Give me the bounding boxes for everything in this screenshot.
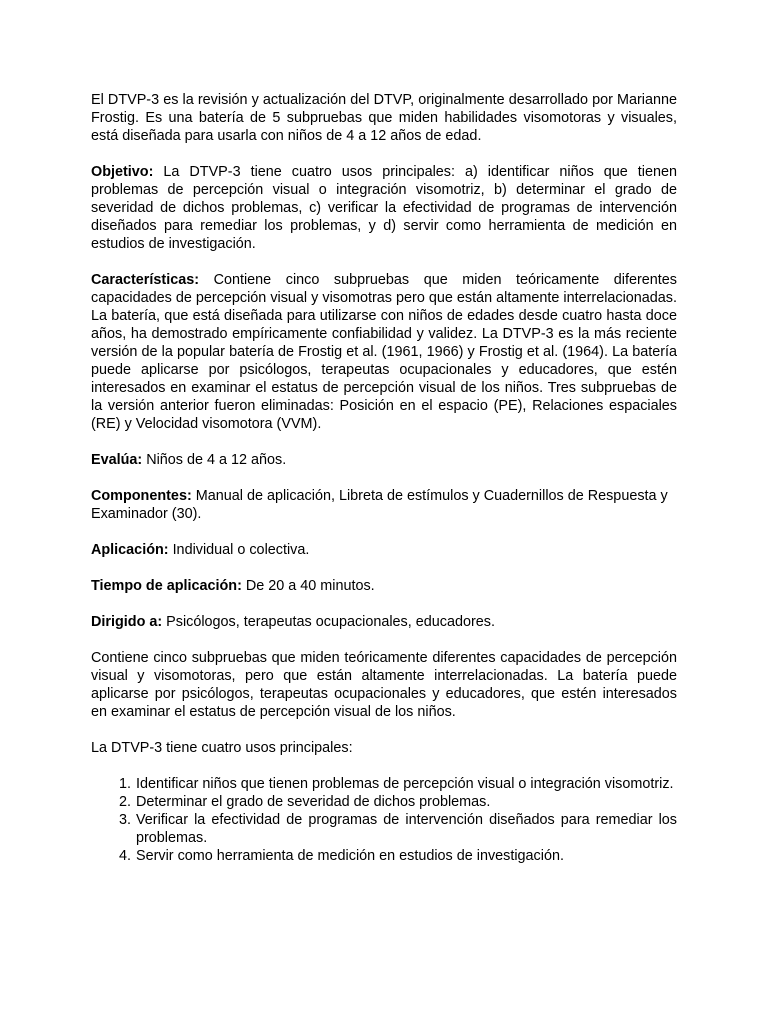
caracteristicas-label: Características:: [91, 272, 199, 288]
objetivo-text: La DTVP-3 tiene cuatro usos principales: a) identificar niños que tienen problemas de percepción visual o integración visomotriz, b) determinar el grado de severidad de dichos problemas, c) verificar la efectividad de programas de intervención diseñados para remediar los problemas, y d) servir como herramienta de medición en estudios de investigación.: [91, 164, 678, 252]
objetivo-label: Objetivo:: [91, 164, 154, 180]
tiempo-paragraph: [91, 577, 677, 595]
aplicacion-paragraph: [91, 541, 677, 559]
objetivo-paragraph: [91, 163, 677, 253]
uses-intro: La DTVP-3 tiene cuatro usos principales:: [91, 740, 353, 756]
list-item: 4. Servir como herramienta de medición en estudios de investigación.: [135, 847, 677, 865]
componentes-paragraph: [91, 487, 677, 523]
evalua-paragraph: [91, 451, 677, 469]
list-item: 3. Verificar la efectividad de programas de intervención diseñados para remediar los problemas.: [135, 811, 677, 847]
tiempo-label: Tiempo de aplicación:: [91, 578, 242, 594]
intro-paragraph: El DTVP-3 es la revisión y actualización del DTVP, originalmente desarrollado por Marianne Frostig. Es una batería de 5 subpruebas que miden habilidades visomotoras y visuales, está diseñada para usarla con niños de 4 a 12 años de edad.: [91, 92, 677, 144]
caracteristicas-text: Contiene cinco subpruebas que miden teóricamente diferentes capacidades de percepción visual y visomotras pero que están altamente interrelacionadas. La batería, que está diseñada para utilizarse con niños de edades desde cuatro hasta doce años, ha demostrado empíricamente confiabilidad y validez. La DTVP-3 es la más reciente versión de la popular batería de Frostig et al. (1961, 1966) y Frostig et al. (1964). La batería puede aplicarse por psicólogos, terapeutas ocupacionales y educadores, que estén interesados en examinar el estatus de percepción visual de los niños. Tres subpruebas de la versión anterior fueron eliminadas: Posición en el espacio (PE), Relaciones espaciales (RE) y Velocidad visomotora (VVM).: [91, 272, 677, 432]
list-item: 2. Determinar el grado de severidad de dichos problemas.: [135, 793, 677, 811]
evalua-label: Evalúa:: [91, 452, 143, 468]
summary-paragraph: Contiene cinco subpruebas que miden teóricamente diferentes capacidades de percepción visual y visomotoras, pero que están altamente interrelacionadas. La batería puede aplicarse por psicólogos, terapeutas ocupacionales y educadores, que estén interesados en examinar el estatus de percepción visual de los niños.: [91, 650, 677, 720]
tiempo-text: De 20 a 40 minutos.: [245, 578, 375, 594]
aplicacion-label: Aplicación:: [91, 542, 169, 558]
dirigido-label: Dirigido a:: [91, 614, 163, 630]
dirigido-paragraph: [91, 613, 677, 631]
evalua-text: Niños de 4 a 12 años.: [146, 452, 287, 468]
uses-list: [91, 775, 677, 865]
list-item: 1. Identificar niños que tienen problemas de percepción visual o integración visomotriz.: [135, 775, 677, 793]
caracteristicas-paragraph: [91, 271, 677, 433]
aplicacion-text: Individual o colectiva.: [172, 542, 310, 558]
dirigido-text: Psicólogos, terapeutas ocupacionales, educadores.: [166, 614, 495, 630]
componentes-text: Manual de aplicación, Libreta de estímulos y Cuadernillos de Respuesta y Examinador (30).: [91, 488, 668, 522]
componentes-label: Componentes:: [91, 488, 192, 504]
